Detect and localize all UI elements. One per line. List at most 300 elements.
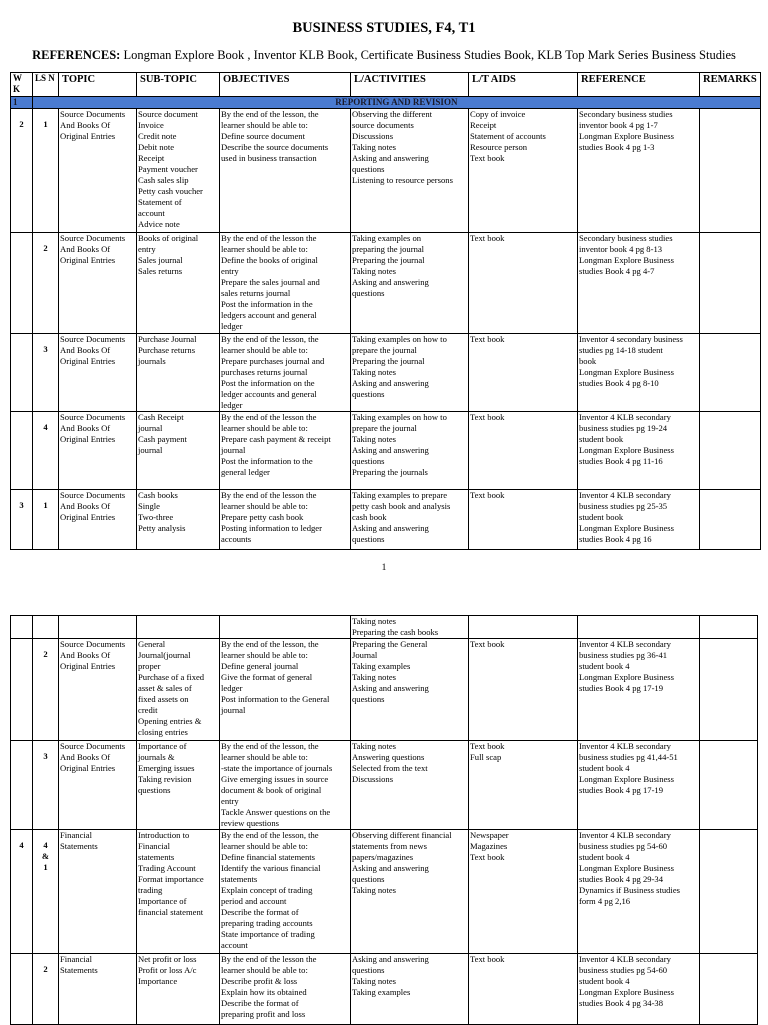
- reference-cell-line: Longman Explore Business: [579, 445, 674, 455]
- reference-cell-line: student book 4: [579, 661, 630, 671]
- activities-cell-line: Taking notes: [352, 976, 397, 986]
- remarks-cell: [700, 639, 758, 741]
- objectives-cell-line: By the end of the lesson, the: [221, 109, 319, 119]
- objectives-cell-line: ledger accounts and general: [221, 389, 317, 399]
- objectives-cell-line: document & book of original: [221, 785, 322, 795]
- activities-cell-line: Preparing the General: [352, 639, 428, 649]
- subtopic-cell-line: Receipt: [138, 153, 165, 163]
- topic-cell-line: Statements: [60, 965, 98, 975]
- aids-cell-line: Text book: [470, 490, 505, 500]
- objectives-cell-line: Posting information to ledger: [221, 523, 322, 533]
- subtopic-cell-line: Debit note: [138, 142, 175, 152]
- activities-cell-line: Asking and answering: [352, 277, 429, 287]
- week-cell: [11, 412, 33, 490]
- reference-cell-line: Inventor 4 KLB secondary: [579, 741, 671, 751]
- topic-cell: [59, 490, 137, 550]
- aids-cell-line: Text book: [470, 639, 505, 649]
- subtopic-cell-line: Petty cash voucher: [138, 186, 203, 196]
- subtopic-cell-line: Importance: [138, 976, 178, 986]
- objectives-cell-line: learner should be able to:: [221, 841, 308, 851]
- objectives-cell-line: learner should be able to:: [221, 345, 308, 355]
- reference-cell-line: studies Book 4 pg 17-19: [579, 683, 664, 693]
- objectives-cell: [220, 412, 351, 490]
- activities-cell-line: Taking notes: [352, 616, 397, 626]
- header-remarks: REMARKS: [700, 73, 761, 97]
- subtopic-cell: [137, 616, 220, 639]
- objectives-cell-line: By the end of the lesson, the: [221, 639, 319, 649]
- activities-cell-line: Preparing the journal: [352, 356, 425, 366]
- subtopic-cell: [137, 830, 220, 954]
- reference-cell-line: Inventor 4 secondary business: [579, 334, 683, 344]
- lesson-cell: 2: [33, 233, 59, 334]
- reference-cell-line: Inventor 4 KLB secondary: [579, 490, 671, 500]
- subtopic-cell: [137, 412, 220, 490]
- objectives-cell-line: ledger: [221, 321, 243, 331]
- week-cell: [11, 639, 33, 741]
- reference-cell-line: Longman Explore Business: [579, 863, 674, 873]
- aids-cell: [469, 616, 578, 639]
- objectives-cell-line: ledgers account and general: [221, 310, 317, 320]
- reference-cell: [578, 639, 700, 741]
- aids-cell-line: Resource person: [470, 142, 528, 152]
- header-objectives: OBJECTIVES: [220, 73, 351, 97]
- week-cell: [11, 741, 33, 830]
- topic-cell-line: And Books Of: [60, 345, 111, 355]
- activities-cell-line: Taking examples: [352, 987, 411, 997]
- remarks-cell: [700, 954, 758, 1025]
- subtopic-cell-line: journal: [138, 445, 163, 455]
- objectives-cell-line: sales returns journal: [221, 288, 291, 298]
- subtopic-cell-line: fixed assets on: [138, 694, 189, 704]
- objectives-cell-line: Post the information in the: [221, 299, 313, 309]
- activities-cell-line: Journal: [352, 650, 378, 660]
- reference-cell-line: business studies pg 36-41: [579, 650, 668, 660]
- activities-cell-line: Asking and answering: [352, 863, 429, 873]
- reference-cell-line: studies Book 4 pg 1-3: [579, 142, 655, 152]
- aids-cell: [469, 741, 578, 830]
- subtopic-cell-line: Format importance: [138, 874, 204, 884]
- aids-cell-line: Text book: [470, 153, 505, 163]
- activities-cell-line: Taking examples on how to: [352, 412, 447, 422]
- objectives-cell: [220, 334, 351, 412]
- activities-cell-line: questions: [352, 389, 385, 399]
- aids-cell-line: Full scap: [470, 752, 502, 762]
- objectives-cell-line: By the end of the lesson the: [221, 490, 317, 500]
- objectives-cell: [220, 830, 351, 954]
- activities-cell-line: Observing the different: [352, 109, 433, 119]
- activities-cell-line: questions: [352, 456, 385, 466]
- activities-cell-line: Asking and answering: [352, 954, 429, 964]
- objectives-cell-line: period and account: [221, 896, 287, 906]
- subtopic-cell-line: asset & sales of: [138, 683, 192, 693]
- subtopic-cell-line: account: [138, 208, 165, 218]
- subtopic-cell-line: Trading Account: [138, 863, 196, 873]
- activities-cell: [351, 109, 469, 233]
- subtopic-cell-line: Taking revision: [138, 774, 192, 784]
- objectives-cell-line: used in business transaction: [221, 153, 317, 163]
- topic-cell-line: Source Documents: [60, 334, 126, 344]
- subtopic-cell-line: closing entries: [138, 727, 188, 737]
- subtopic-cell-line: Cash sales slip: [138, 175, 189, 185]
- subtopic-cell-line: questions: [138, 785, 171, 795]
- reference-cell: [578, 490, 700, 550]
- objectives-cell-line: Prepare purchases journal and: [221, 356, 325, 366]
- topic-cell-line: Source Documents: [60, 412, 126, 422]
- reference-cell-line: Secondary business studies: [579, 109, 673, 119]
- topic-cell: [59, 741, 137, 830]
- aids-cell-line: Magazines: [470, 841, 508, 851]
- activities-cell-line: Preparing the cash books: [352, 627, 439, 637]
- objectives-cell-line: Prepare cash payment & receipt: [221, 434, 331, 444]
- subtopic-cell-line: Introduction to: [138, 830, 190, 840]
- objectives-cell-line: entry: [221, 266, 239, 276]
- week-cell: [11, 334, 33, 412]
- subtopic-cell-line: Emerging issues: [138, 763, 195, 773]
- activities-cell-line: prepare the journal: [352, 423, 417, 433]
- reference-cell-line: studies Book 4 pg 8-10: [579, 378, 659, 388]
- topic-cell: [59, 334, 137, 412]
- topic-cell-line: And Books Of: [60, 752, 111, 762]
- aids-cell: [469, 109, 578, 233]
- activities-cell: [351, 233, 469, 334]
- table-row: [11, 954, 758, 1025]
- activities-cell-line: Asking and answering: [352, 523, 429, 533]
- reference-cell: [578, 954, 700, 1025]
- lesson-cell: 3: [33, 334, 59, 412]
- objectives-cell-line: learner should be able to:: [221, 501, 308, 511]
- activities-cell-line: questions: [352, 874, 385, 884]
- reference-cell-line: business studies pg 19-24: [579, 423, 668, 433]
- lesson-cell: 1: [33, 109, 59, 233]
- subtopic-cell-line: Cash payment: [138, 434, 187, 444]
- scheme-table-page-2: [10, 615, 758, 1025]
- objectives-cell-line: Tackle Answer questions on the: [221, 807, 331, 817]
- subtopic-cell: [137, 954, 220, 1025]
- topic-cell-line: Source Documents: [60, 639, 126, 649]
- objectives-cell-line: ledger: [221, 683, 243, 693]
- section-title: REPORTING AND REVISION: [33, 97, 761, 109]
- reference-cell-line: Inventor 4 KLB secondary: [579, 639, 671, 649]
- objectives-cell-line: Describe the format of: [221, 998, 299, 1008]
- activities-cell-line: prepare the journal: [352, 345, 417, 355]
- subtopic-cell-line: Two-three: [138, 512, 174, 522]
- objectives-cell-line: Describe the format of: [221, 907, 299, 917]
- aids-cell: [469, 412, 578, 490]
- objectives-cell-line: learner should be able to:: [221, 120, 308, 130]
- topic-cell-line: Financial: [60, 954, 92, 964]
- objectives-cell-line: By the end of the lesson the: [221, 412, 317, 422]
- topic-cell-line: Source Documents: [60, 490, 126, 500]
- lesson-cell: 3: [33, 741, 59, 830]
- table-row: [11, 490, 761, 550]
- topic-cell-line: Original Entries: [60, 255, 116, 265]
- references-label: REFERENCES:: [32, 48, 121, 62]
- activities-cell-line: Taking examples to prepare: [352, 490, 448, 500]
- activities-cell: [351, 490, 469, 550]
- topic-cell-line: And Books Of: [60, 244, 111, 254]
- objectives-cell: [220, 616, 351, 639]
- reference-cell-line: business studies pg 41,44-51: [579, 752, 678, 762]
- objectives-cell-line: learner should be able to:: [221, 965, 308, 975]
- lesson-cell: 4 & 1: [33, 830, 59, 954]
- objectives-cell-line: review questions: [221, 818, 279, 828]
- subtopic-cell-line: journals: [138, 356, 166, 366]
- objectives-cell-line: Describe profit & loss: [221, 976, 298, 986]
- reference-cell-line: inventor book 4 pg 1-7: [579, 120, 658, 130]
- objectives-cell-line: Describe the source documents: [221, 142, 329, 152]
- topic-cell-line: And Books Of: [60, 501, 111, 511]
- activities-cell-line: Asking and answering: [352, 153, 429, 163]
- reference-cell-line: Longman Explore Business: [579, 367, 674, 377]
- objectives-cell: [220, 109, 351, 233]
- table-row: [11, 334, 761, 412]
- activities-cell-line: cash book: [352, 512, 387, 522]
- aids-cell-line: Copy of invoice: [470, 109, 526, 119]
- subtopic-cell-line: Opening entries &: [138, 716, 202, 726]
- topic-cell: [59, 830, 137, 954]
- subtopic-cell-line: financial statement: [138, 907, 204, 917]
- activities-cell-line: Taking examples on how to: [352, 334, 447, 344]
- objectives-cell-line: learner should be able to:: [221, 752, 308, 762]
- subtopic-cell-line: Journal(journal: [138, 650, 191, 660]
- aids-cell-line: Newspaper: [470, 830, 509, 840]
- aids-cell-line: Text book: [470, 741, 505, 751]
- activities-cell-line: papers/magazines: [352, 852, 414, 862]
- reference-cell: [578, 334, 700, 412]
- objectives-cell-line: By the end of the lesson, the: [221, 741, 319, 751]
- subtopic-cell: [137, 639, 220, 741]
- table-row: [11, 639, 758, 741]
- objectives-cell-line: journal: [221, 705, 246, 715]
- activities-cell-line: questions: [352, 694, 385, 704]
- topic-cell: [59, 616, 137, 639]
- subtopic-cell-line: Net profit or loss: [138, 954, 197, 964]
- subtopic-cell: [137, 490, 220, 550]
- objectives-cell-line: Post information to the General: [221, 694, 330, 704]
- reference-cell: [578, 412, 700, 490]
- objectives-cell-line: Post the information to the: [221, 456, 313, 466]
- activities-cell-line: Observing different financial: [352, 830, 452, 840]
- reference-cell-line: student book: [579, 512, 624, 522]
- subtopic-cell-line: Importance of: [138, 741, 187, 751]
- subtopic-cell-line: Advice note: [138, 219, 180, 229]
- activities-cell-line: Listening to resource persons: [352, 175, 453, 185]
- header-lsn: LS N: [33, 73, 59, 97]
- subtopic-cell-line: General: [138, 639, 166, 649]
- objectives-cell-line: learner should be able to:: [221, 244, 308, 254]
- reference-cell-line: Longman Explore Business: [579, 523, 674, 533]
- week-cell: 3: [11, 490, 33, 550]
- objectives-cell-line: preparing profit and loss: [221, 1009, 306, 1019]
- topic-cell: [59, 412, 137, 490]
- activities-cell-line: Taking notes: [352, 672, 397, 682]
- activities-cell-line: questions: [352, 288, 385, 298]
- activities-cell: [351, 830, 469, 954]
- remarks-cell: [700, 109, 761, 233]
- remarks-cell: [700, 233, 761, 334]
- subtopic-cell-line: trading: [138, 885, 163, 895]
- reference-cell: [578, 741, 700, 830]
- reference-cell-line: Inventor 4 KLB secondary: [579, 412, 671, 422]
- aids-cell-line: Receipt: [470, 120, 497, 130]
- activities-cell-line: Taking examples: [352, 661, 411, 671]
- reference-cell-line: Longman Explore Business: [579, 255, 674, 265]
- activities-cell-line: Preparing the journals: [352, 467, 428, 477]
- objectives-cell-line: By the end of the lesson the: [221, 233, 317, 243]
- activities-cell: [351, 616, 469, 639]
- activities-cell-line: Asking and answering: [352, 445, 429, 455]
- reference-cell-line: Longman Explore Business: [579, 131, 674, 141]
- aids-cell-line: Text book: [470, 233, 505, 243]
- activities-cell-line: Taking examples on: [352, 233, 422, 243]
- activities-cell-line: Asking and answering: [352, 378, 429, 388]
- reference-cell-line: business studies pg 54-60: [579, 965, 668, 975]
- objectives-cell-line: By the end of the lesson, the: [221, 334, 319, 344]
- table-row: [11, 830, 758, 954]
- table-row: [11, 741, 758, 830]
- remarks-cell: [700, 412, 761, 490]
- subtopic-cell-line: Profit or loss A/c: [138, 965, 197, 975]
- aids-cell-line: Statement of accounts: [470, 131, 546, 141]
- remarks-cell: [700, 830, 758, 954]
- activities-cell-line: Selected from the text: [352, 763, 428, 773]
- reference-cell-line: Inventor 4 KLB secondary: [579, 830, 671, 840]
- subtopic-cell-line: Single: [138, 501, 160, 511]
- reference-cell-line: student book 4: [579, 763, 630, 773]
- reference-cell-line: inventor book 4 pg 8-13: [579, 244, 663, 254]
- references-text: Longman Explore Book , Inventor KLB Book, Certificate Business Studies Book, KLB Top Mark Series Business Studies: [120, 48, 736, 62]
- table-row: [11, 412, 761, 490]
- reference-cell-line: Longman Explore Business: [579, 672, 674, 682]
- activities-cell-line: source documents: [352, 120, 414, 130]
- lesson-cell: 4: [33, 412, 59, 490]
- activities-cell: [351, 334, 469, 412]
- objectives-cell-line: State importance of trading: [221, 929, 315, 939]
- objectives-cell-line: Prepare the sales journal and: [221, 277, 320, 287]
- aids-cell: [469, 954, 578, 1025]
- references-line: [0, 48, 768, 63]
- topic-cell-line: Source Documents: [60, 109, 126, 119]
- objectives-cell-line: Prepare petty cash book: [221, 512, 304, 522]
- header-activities: L/ACTIVITIES: [351, 73, 469, 97]
- objectives-cell: [220, 490, 351, 550]
- aids-cell: [469, 639, 578, 741]
- subtopic-cell-line: journal: [138, 423, 163, 433]
- subtopic-cell-line: Sales journal: [138, 255, 183, 265]
- topic-cell: [59, 954, 137, 1025]
- reference-cell-line: Secondary business studies: [579, 233, 673, 243]
- activities-cell-line: Discussions: [352, 774, 394, 784]
- subtopic-cell-line: journals &: [138, 752, 175, 762]
- reference-cell-line: studies Book 4 pg 17-19: [579, 785, 664, 795]
- lesson-cell: 2: [33, 954, 59, 1025]
- subtopic-cell-line: statements: [138, 852, 175, 862]
- week-cell: 4: [11, 830, 33, 954]
- topic-cell-line: Statements: [60, 841, 98, 851]
- table-row: [11, 616, 758, 639]
- week-cell: [11, 233, 33, 334]
- week-cell: [11, 954, 33, 1025]
- document-title: BUSINESS STUDIES, F4, T1: [292, 20, 476, 36]
- week-cell: 2: [11, 109, 33, 233]
- reference-cell: [578, 830, 700, 954]
- activities-cell-line: Answering questions: [352, 752, 425, 762]
- activities-cell-line: preparing the journal: [352, 244, 425, 254]
- section-row: [11, 97, 761, 109]
- objectives-cell-line: By the end of the lesson the: [221, 954, 317, 964]
- reference-cell: [578, 616, 700, 639]
- week-cell: [11, 616, 33, 639]
- activities-cell-line: Discussions: [352, 131, 394, 141]
- scheme-table-page-1: [10, 72, 761, 550]
- activities-cell-line: Asking and answering: [352, 683, 429, 693]
- reference-cell-line: Inventor 4 KLB secondary: [579, 954, 671, 964]
- activities-cell-line: Taking notes: [352, 741, 397, 751]
- subtopic-cell-line: Cash Receipt: [138, 412, 184, 422]
- objectives-cell-line: statements: [221, 874, 258, 884]
- activities-cell-line: petty cash book and analysis: [352, 501, 451, 511]
- reference-cell: [578, 233, 700, 334]
- reference-cell-line: business studies pg 25-35: [579, 501, 668, 511]
- activities-cell: [351, 412, 469, 490]
- topic-cell-line: Original Entries: [60, 131, 116, 141]
- objectives-cell-line: Identify the various financial: [221, 863, 321, 873]
- reference-cell-line: student book: [579, 434, 624, 444]
- reference-cell-line: studies Book 4 pg 34-38: [579, 998, 664, 1008]
- remarks-cell: [700, 334, 761, 412]
- subtopic-cell: [137, 109, 220, 233]
- reference-cell-line: studies Book 4 pg 16: [579, 534, 652, 544]
- topic-cell-line: And Books Of: [60, 650, 111, 660]
- header-subtopic: SUB-TOPIC: [137, 73, 220, 97]
- aids-cell: [469, 490, 578, 550]
- topic-cell-line: Original Entries: [60, 763, 116, 773]
- reference-cell-line: Longman Explore Business: [579, 774, 674, 784]
- objectives-cell-line: Post the information on the: [221, 378, 315, 388]
- subtopic-cell-line: Sales returns: [138, 266, 183, 276]
- aids-cell-line: Text book: [470, 334, 505, 344]
- topic-cell-line: And Books Of: [60, 120, 111, 130]
- reference-cell-line: student book 4: [579, 852, 630, 862]
- header-row: [11, 73, 761, 97]
- objectives-cell-line: Give emerging issues in source: [221, 774, 329, 784]
- activities-cell-line: statements from news: [352, 841, 427, 851]
- objectives-cell-line: By the end of the lesson, the: [221, 830, 319, 840]
- objectives-cell-line: ledger: [221, 400, 243, 410]
- objectives-cell-line: Explain concept of trading: [221, 885, 313, 895]
- objectives-cell-line: Explain how its obtained: [221, 987, 307, 997]
- subtopic-cell-line: Statement of: [138, 197, 182, 207]
- reference-cell-line: form 4 pg 2,16: [579, 896, 631, 906]
- subtopic-cell-line: proper: [138, 661, 161, 671]
- objectives-cell-line: journal: [221, 445, 246, 455]
- subtopic-cell-line: credit: [138, 705, 158, 715]
- subtopic-cell-line: Source document: [138, 109, 198, 119]
- objectives-cell: [220, 954, 351, 1025]
- topic-cell-line: Source Documents: [60, 741, 126, 751]
- objectives-cell-line: learner should be able to:: [221, 423, 308, 433]
- aids-cell: [469, 334, 578, 412]
- objectives-cell-line: learner should be able to:: [221, 650, 308, 660]
- activities-cell-line: Taking notes: [352, 266, 397, 276]
- objectives-cell-line: purchases returns journal: [221, 367, 308, 377]
- subtopic-cell-line: Invoice: [138, 120, 164, 130]
- topic-cell-line: Original Entries: [60, 434, 116, 444]
- remarks-cell: [700, 490, 761, 550]
- subtopic-cell-line: Purchase returns: [138, 345, 196, 355]
- subtopic-cell-line: Payment voucher: [138, 164, 198, 174]
- activities-cell-line: questions: [352, 965, 385, 975]
